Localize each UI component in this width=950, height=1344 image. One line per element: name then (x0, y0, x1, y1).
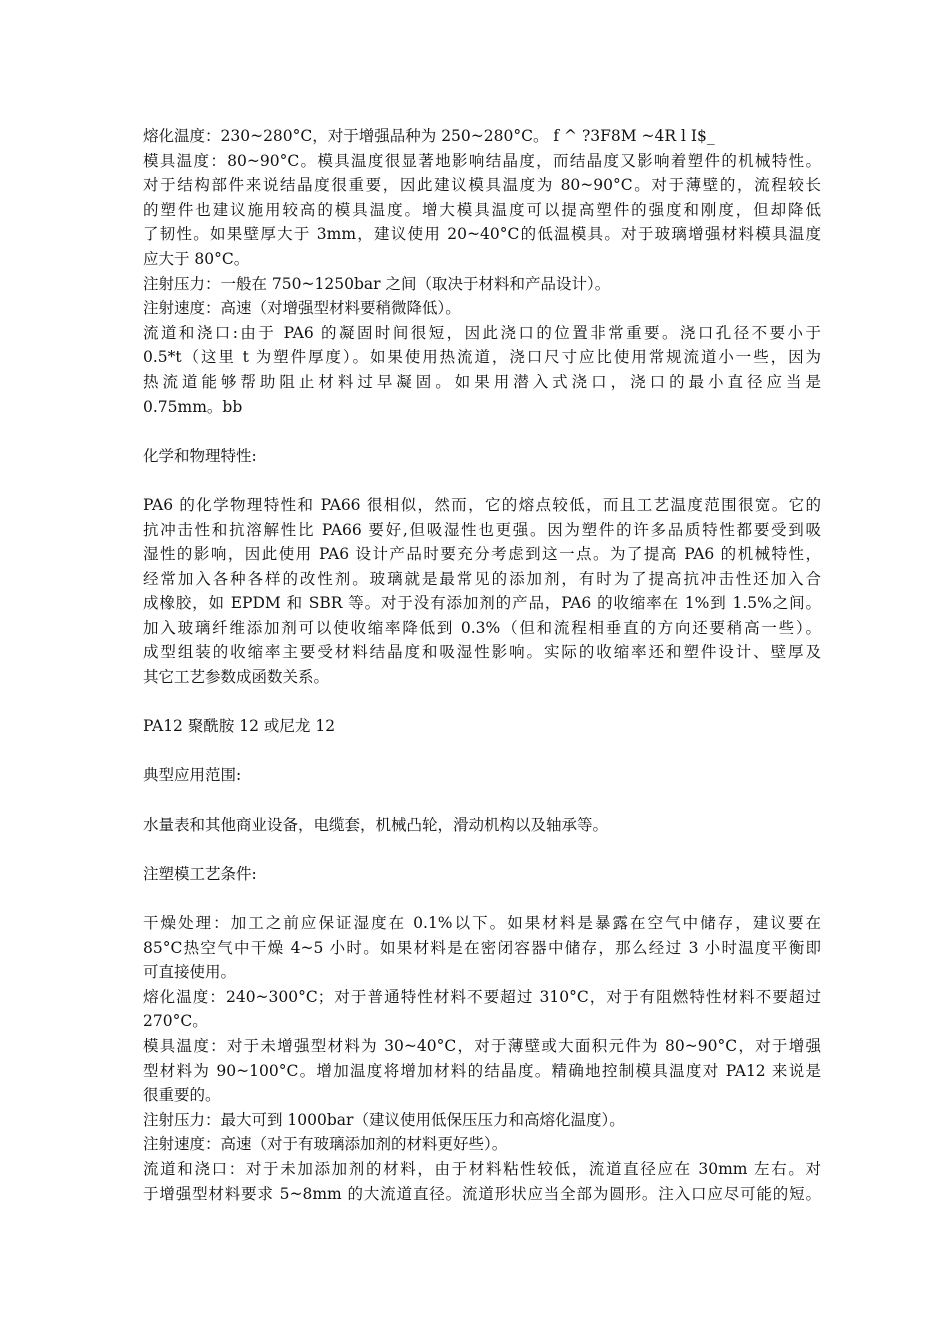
blank-line (143, 739, 821, 764)
text-line: PA12 聚酰胺 12 或尼龙 12 (143, 717, 336, 736)
text-line: 注射速度：高速（对增强型材料要稍微降低）。 (143, 299, 461, 318)
text-line: 0.75mm。bb (143, 397, 243, 416)
text-line: 化学和物理特性: (143, 446, 257, 465)
text-line: 0.5*t（这里 t 为塑件厚度）。如果使用热流道，浇口尺寸应比使用常规流道小一些，因为 (143, 348, 821, 367)
text-line: 熔化温度：240~300°C；对于普通特性材料不要超过 310°C，对于有阻燃特性材料不要超过 (143, 987, 821, 1006)
text-line: 典型应用范围: (143, 766, 242, 785)
text-line: 其它工艺参数成函数关系。 (143, 668, 330, 687)
text-line: 经常加入各种各样的改性剂。玻璃就是最常见的添加剂，有时为了提高抗冲击性还加入合 (143, 569, 821, 588)
text-line: 注射压力：最大可到 1000bar（建议使用低保压压力和高熔化温度）。 (143, 1110, 625, 1129)
blank-line (143, 886, 821, 911)
text-line: 熔化温度：230~280°C，对于增强品种为 250~280°C。 f ^ ?3F8M ~4R l I$_ (143, 127, 715, 145)
text-line: 干燥处理：加工之前应保证湿度在 0.1%以下。如果材料是暴露在空气中储存，建议要在 (143, 914, 821, 932)
text-line: 270°C。 (143, 1012, 208, 1031)
text-line: 流道和浇口：对于未加添加剂的材料，由于材料粘性较低，流道直径应在 30mm 左右。对 (143, 1159, 821, 1178)
text-line: 于增强型材料要求 5~8mm 的大流道直径。流道形状应当全部为圆形。注入口应尽可能的短。 (143, 1184, 821, 1203)
text-line: 模具温度：80~90°C。模具温度很显著地影响结晶度，而结晶度又影响着塑件的机械特性。 (143, 151, 821, 170)
blank-line (143, 690, 821, 715)
text-line: 应大于 80°C。 (143, 249, 250, 268)
text-line: 85°C热空气中干燥 4~5 小时。如果材料是在密闭容器中储存，那么经过 3 小时温度平衡即 (143, 938, 821, 957)
text-line: 流道和浇口:由于 PA6 的凝固时间很短，因此浇口的位置非常重要。浇口孔径不要小于 (143, 323, 821, 342)
text-line: 注射压力：一般在 750~1250bar 之间（取决于材料和产品设计）。 (143, 274, 611, 293)
blank-line (143, 468, 821, 493)
text-line: 模具温度：对于未增强型材料为 30~40°C，对于薄壁或大面积元件为 80~90°C，对于增强 (143, 1036, 821, 1055)
text-line: 型材料为 90~100°C。增加温度将增加材料的结晶度。精确地控制模具温度对 PA12 来说是 (143, 1061, 821, 1080)
blank-line (143, 837, 821, 862)
text-line: 了韧性。如果壁厚大于 3mm，建议使用 20~40°C的低温模具。对于玻璃增强材料模具温度 (143, 225, 821, 244)
text-line: 可直接使用。 (143, 963, 237, 982)
blank-line (143, 788, 821, 813)
text-line: 成型组装的收缩率主要受材料结晶度和吸湿性影响。实际的收缩率还和塑件设计、壁厚及 (143, 643, 821, 662)
text-line: 对于结构部件来说结晶度很重要，因此建议模具温度为 80~90°C。对于薄壁的，流程较长 (143, 176, 821, 195)
blank-line (143, 419, 821, 444)
text-line: 湿性的影响，因此使用 PA6 设计产品时要充分考虑到这一点。为了提高 PA6 的机械特性， (143, 545, 821, 564)
text-line: 加入玻璃纤维添加剂可以使收缩率降低到 0.3%（但和流程相垂直的方向还要稍高一些）。 (143, 618, 821, 637)
text-line: 成橡胶，如 EPDM 和 SBR 等。对于没有添加剂的产品，PA6 的收缩率在 1%到 1.5%之间。 (143, 594, 821, 613)
document-page (143, 124, 821, 1206)
text-line: 注塑模工艺条件: (143, 864, 257, 883)
text-line: PA6 的化学物理特性和 PA66 很相似，然而，它的熔点较低，而且工艺温度范围很宽。它的 (143, 495, 821, 514)
text-line: 注射速度：高速（对于有玻璃添加剂的材料更好些）。 (143, 1135, 508, 1154)
text-line: 的塑件也建议施用较高的模具温度。增大模具温度可以提高塑件的强度和刚度，但却降低 (143, 200, 821, 219)
text-line: 很重要的。 (143, 1086, 221, 1105)
text-line: 抗冲击性和抗溶解性比 PA66 要好,但吸湿性也更强。因为塑件的许多品质特性都要受到吸 (143, 520, 821, 539)
text-line: 热流道能够帮助阻止材料过早凝固。如果用潜入式浇口，浇口的最小直径应当是 (143, 372, 821, 391)
text-line: 水量表和其他商业设备，电缆套，机械凸轮，滑动机构以及轴承等。 (143, 815, 609, 834)
